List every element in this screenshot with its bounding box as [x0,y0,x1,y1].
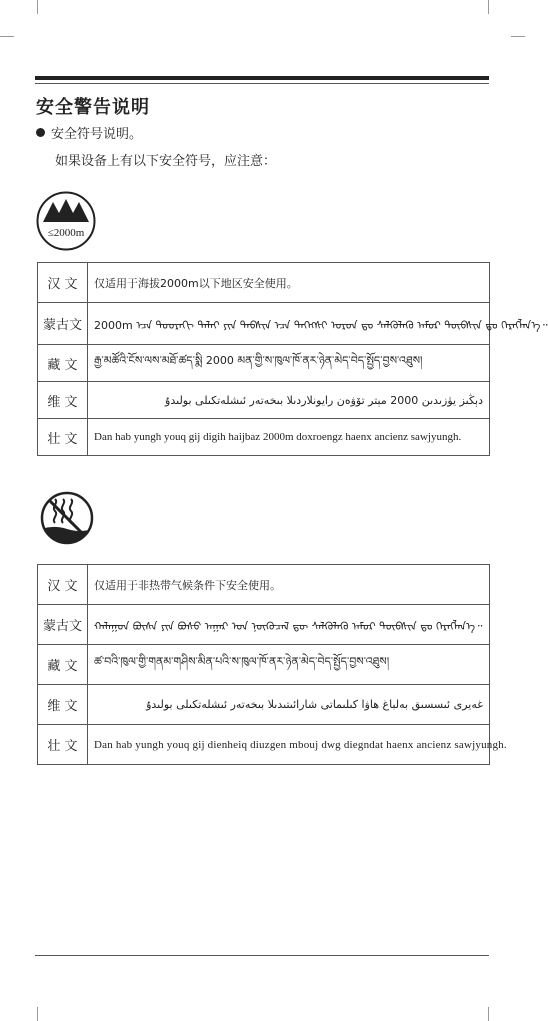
table-row [38,685,490,725]
crop-mark [37,0,38,14]
language-label: 蒙古文 [38,605,88,645]
warning-text: ཚ་བའི་ཁུལ་གྱི་གནམ་གཤིས་མིན་པའི་ས་ཁུལ་ཁོ་ནར་ཉེན་མེད་བེད་སྤྱོད་བྱས་འཐུས། [88,645,490,685]
crop-mark [511,36,525,37]
bullet-dot-icon [36,128,45,137]
mountain-altitude-icon [36,191,96,251]
bullet-item [36,123,142,142]
no-tropical-climate-icon [36,491,98,545]
altitude-label: ≤2000m [47,227,85,239]
altitude-language-table [37,262,548,456]
language-label: 藏 文 [38,645,88,685]
warning-text: غەيرى ئىسسىق بەلباغ ھاۋا كىلىماتى شارائىتىدىلا بىخەتەر ئىشلەتكىلى بولىدۇ [88,685,490,725]
bottom-rule [35,955,489,956]
language-label: 藏 文 [38,345,88,382]
warning-text: Dan hab yungh youq gij dienheiq diuzgen mbouj dwg diegndat haenx ancienz sawjyungh. [88,725,490,765]
table-row [38,565,490,605]
warning-text: Dan hab yungh youq gij digih haijbaz 2000m doxroengz haenx ancienz sawjyungh. [88,419,490,456]
language-label: 汉 文 [38,565,88,605]
bullet-text: 安全符号说明。 [51,127,143,142]
crop-mark [488,0,489,14]
warning-text: ᠬᠠᠯᠠᠭᠤᠨ ᠪᠦᠰᠡ ᠶᠢᠨ ᠪᠤᠰᠤ ᠠᠭᠠᠷ ᠤᠨ ᠨᠦᠬᠦᠴᠡᠯ ᠳᠦ ᠰᠡᠯᠭᠦᠯᠡᠬᠦ ᠠᠮᠤᠷ ᠲᠦᠪᠰᠢᠨ ᠳᠤ ᠬᠡᠷᠡᠭᠯᠡᠨ᠎ᠡ᠃ [88,605,490,645]
language-label: 维 文 [38,382,88,419]
table-row [38,419,490,456]
page-title: 安全警告说明 [36,97,150,118]
crop-mark [37,1007,38,1021]
warning-text: 2000m ᠡᠴᠡ ᠳᠣᠣᠷᠠᠬᠢ ᠳᠠᠯᠠᠢ ᠶᠢᠨ ᠲᠡᠪᠰᠢᠨ ᠡᠴᠡ ᠳᠡᠭᠡᠭᠰᠢ ᠣᠷᠤᠨ ᠳᠤ ᠰᠡᠯᠭᠦᠯᠡᠬᠦ ᠠᠮᠤᠷ ᠲᠦᠪᠰᠢᠨ ᠳᠤ ᠬᠡᠷᠡᠭᠯᠡᠨ᠎ᠡ᠃ [88,303,490,345]
table-row [38,725,490,765]
language-label: 壮 文 [38,419,88,456]
table-row [38,382,490,419]
table-row [38,645,490,685]
tropical-language-table [37,564,507,765]
language-label: 壮 文 [38,725,88,765]
table-row [38,263,490,303]
table-row [38,303,490,345]
intro-text: 如果设备上有以下安全符号，应注意： [55,154,277,169]
top-rule-thin [35,83,489,84]
language-label: 蒙古文 [38,303,88,345]
warning-text: 仅适用于海拔2000m以下地区安全使用。 [88,263,490,303]
table-row [38,605,490,645]
crop-mark [488,1007,489,1021]
warning-text: རྒྱ་མཚོའི་ངོས་ལས་མཐོ་ཚད་སྨི 2000 མན་གྱི་ས་ཁུལ་ཁོ་ནར་ཉེན་མེད་བེད་སྤྱོད་བྱས་འཐུས། [88,345,490,382]
warning-text: دېڭىز يۈزىدىن 2000 مېتر تۆۋەن رايونلاردىلا بىخەتەر ئىشلەتكىلى بولىدۇ [88,382,490,419]
crop-mark [0,36,14,37]
top-rule-thick [35,76,489,80]
warning-text: 仅适用于非热带气候条件下安全使用。 [88,565,490,605]
language-label: 维 文 [38,685,88,725]
language-label: 汉 文 [38,263,88,303]
table-row [38,345,490,382]
